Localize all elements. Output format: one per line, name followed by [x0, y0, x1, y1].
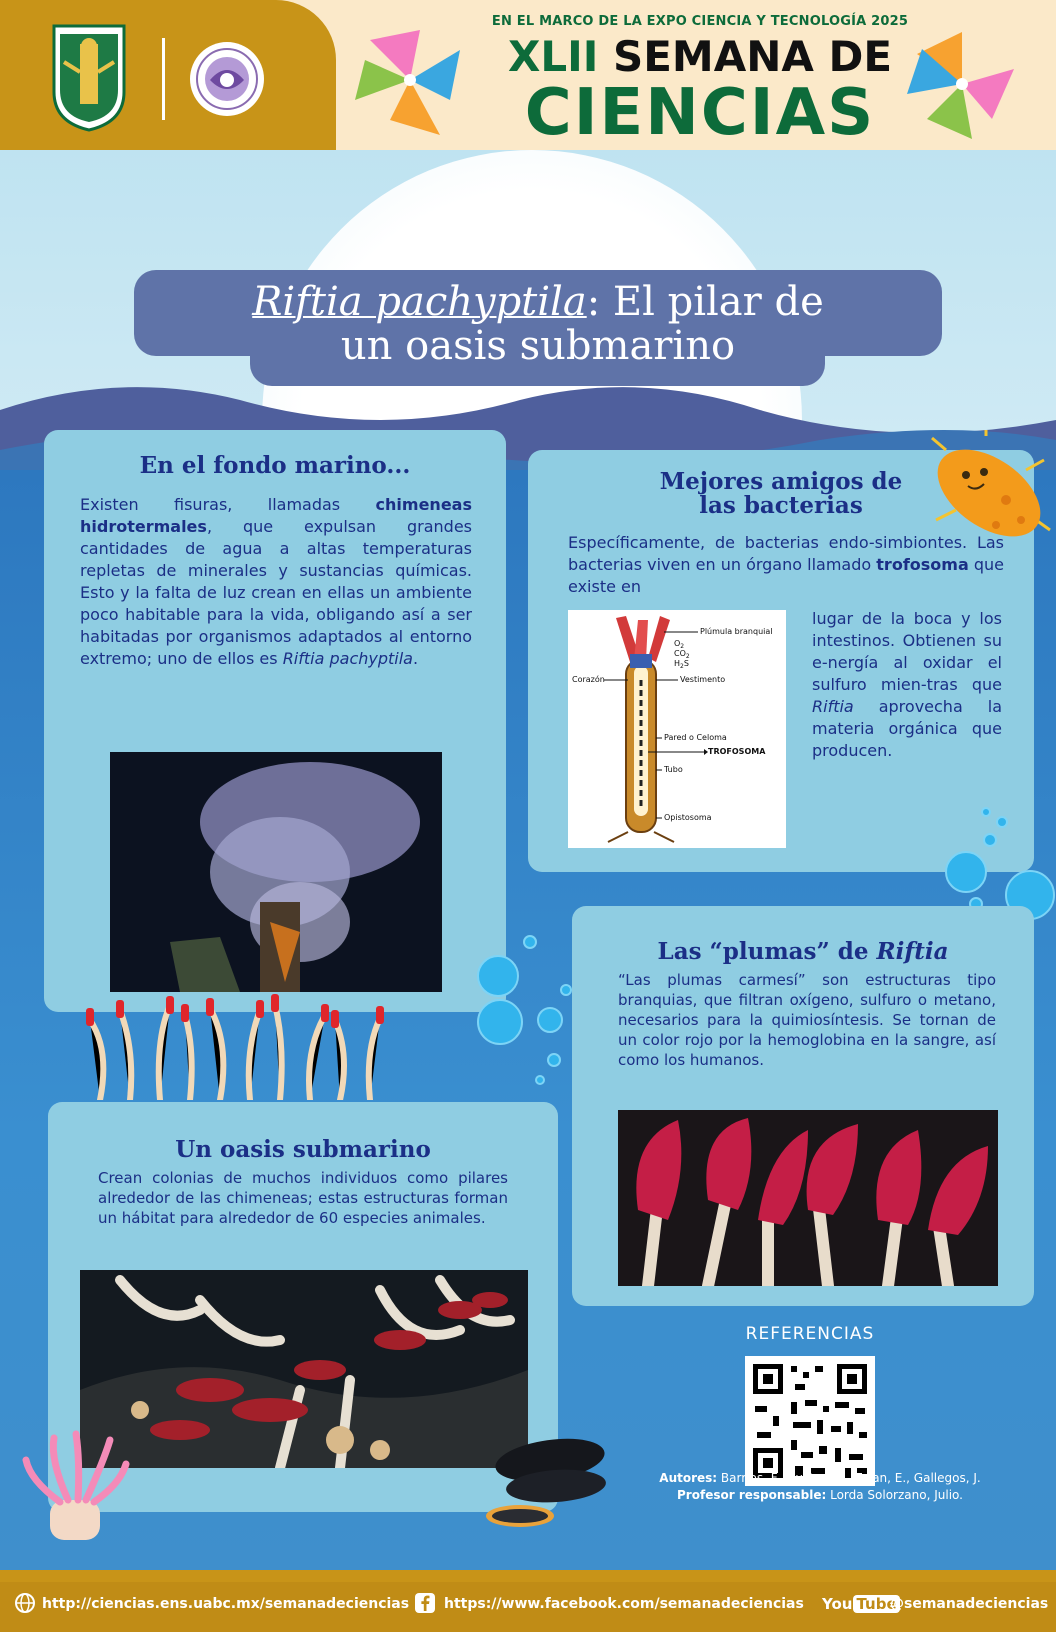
panel-seafloor-text	[80, 494, 472, 670]
label-tubo: Tubo	[664, 765, 683, 774]
pinwheel-left-icon	[350, 20, 470, 140]
panel-oasis-heading: Un oasis submarino	[175, 1136, 431, 1163]
label-corazon: Corazón	[572, 675, 605, 684]
text-run: que existe en	[568, 555, 1004, 596]
text-run: Específicamente, de bacterias endo-simbiontes. Las bacterias viven en un órgano llamado	[568, 533, 1004, 574]
panel-seafloor-heading: En el fondo marino...	[139, 452, 411, 479]
label-vestimento: Vestimento	[680, 675, 726, 684]
hydrothermal-vent-photo	[110, 752, 442, 992]
tubeworm-cluster-icon	[80, 990, 390, 1100]
logo-divider	[162, 38, 165, 120]
heading-line: las bacterias	[699, 492, 863, 519]
label-co2: $CO_2$	[674, 649, 690, 660]
poster-title	[134, 280, 942, 368]
title-rest: : El pilar de	[586, 279, 824, 325]
bubbles-middle-icon	[470, 920, 580, 1090]
species-name: Riftia pachyptila	[252, 279, 587, 325]
label-trofosoma: TROFOSOMA	[708, 747, 766, 756]
globe-icon	[14, 1592, 36, 1614]
facebook-link[interactable]: https://www.facebook.com/semanadeciencias	[444, 1596, 804, 1612]
bold-term: trofosoma	[876, 555, 969, 574]
text-run: .	[412, 649, 419, 668]
youtube-logo	[822, 1595, 900, 1613]
youtube-logo-you: You	[822, 1595, 853, 1613]
panel-plumes-text: “Las plumas carmesí” son estructuras tipo branquias, que filtran oxígeno, sulfuro o metano, necesarios para la quimiosíntesis. Se tornan de un color rojo por la hemoglobina en la sangre, así como los humanos.	[618, 971, 996, 1069]
text-run: , que expulsan grandes cantidades de agua a altas temperaturas repletas de minerales y sustancias químicas. Esto y la falta de luz crean en ellas un ambiente poco habitable para la vida, obligando así a ser habitadas por organismos adaptados al entorno extremo; uno de ellos es	[80, 517, 472, 668]
text-run: aprovecha la materia orgánica que producen.	[812, 697, 1002, 760]
italic-species: Riftia pachyptila	[282, 649, 413, 668]
website-link[interactable]: http://ciencias.ens.uabc.mx/semanadeciencias	[42, 1596, 410, 1612]
uabc-seal-icon	[50, 22, 128, 132]
label-o2: $O_2$	[674, 639, 685, 650]
authors-label: Autores:	[659, 1471, 718, 1485]
qr-code-icon[interactable]	[745, 1356, 875, 1486]
panel-oasis-text: Crean colonias de muchos individuos como pilares alrededor de las chimeneas; estas estructuras forman un hábitat para alrededor de 60 especies animales.	[98, 1169, 508, 1227]
youtube-handle[interactable]: @semanadeciencias	[890, 1596, 1049, 1612]
youtube-logo-tube: Tube	[853, 1595, 899, 1613]
panel-plumes-heading	[572, 938, 1034, 965]
edition-numeral: XLII	[507, 32, 599, 81]
professor-label: Profesor responsable:	[677, 1488, 827, 1502]
facultad-ciencias-seal-icon	[188, 40, 266, 118]
riftia-anatomy-diagram	[568, 610, 786, 848]
label-pluma: Plúmula branquial	[700, 627, 773, 636]
red-plumes-photo	[618, 1110, 998, 1286]
label-opistosoma: Opistosoma	[664, 813, 712, 822]
title-line2: un oasis submarino	[340, 323, 736, 369]
heading-run: Las “plumas” de	[657, 938, 877, 965]
professor-name: Lorda Solorzano, Julio.	[826, 1488, 963, 1502]
heading-italic: Riftia	[876, 938, 949, 965]
italic-species: Riftia	[812, 697, 854, 716]
pinwheel-right-icon	[902, 24, 1022, 144]
references-label: REFERENCIAS	[745, 1324, 875, 1344]
event-title-line1	[470, 34, 930, 80]
authors-block	[620, 1470, 1020, 1504]
label-pared: Pared o Celoma	[664, 733, 727, 742]
sea-anemone-icon	[20, 1430, 130, 1540]
event-title-text: SEMANA DE	[598, 32, 893, 81]
text-run: Existen fisuras, llamadas	[80, 495, 376, 514]
facebook-icon	[414, 1592, 436, 1614]
event-title-line2: CIENCIAS	[524, 76, 876, 150]
text-run: lugar de la boca y los intestinos. Obtienen su e-nergía al oxidar el sulfuro mien-tras que	[812, 609, 1002, 694]
mussels-icon	[460, 1430, 610, 1530]
expo-subtitle: EN EL MARCO DE LA EXPO CIENCIA Y TECNOLOGÍA 2025	[491, 14, 909, 29]
label-h2s: $H_2S$	[674, 659, 689, 670]
bacteria-cartoon-icon	[926, 430, 1052, 556]
heading-line: Mejores amigos de	[659, 468, 903, 495]
bold-term: chimeneas hidrotermales	[80, 495, 472, 536]
authors-names: Barrios, F., Bustos, A., Teran, E., Gallegos, J.	[717, 1471, 981, 1485]
panel-bacteria-text-side	[812, 608, 1002, 762]
